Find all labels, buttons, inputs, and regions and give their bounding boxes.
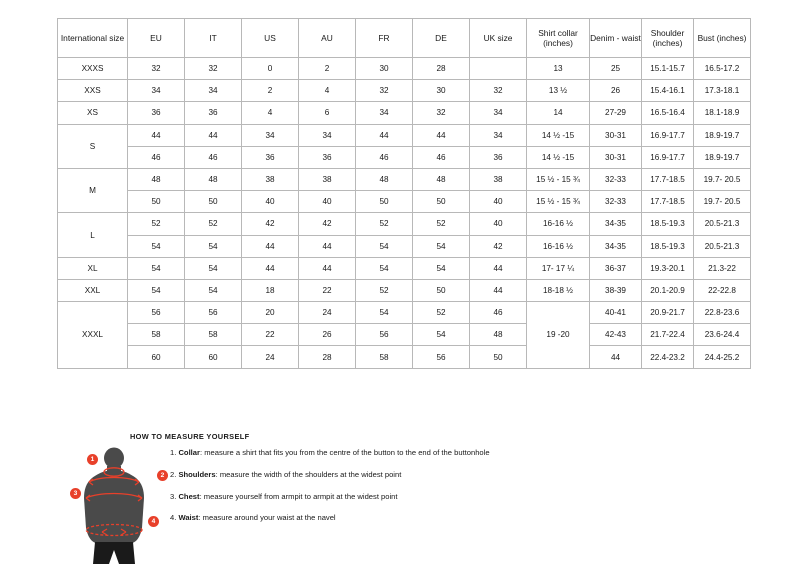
cell-value: 4 — [242, 102, 299, 124]
cell-value: 48 — [413, 168, 470, 190]
cell-value: 56 — [413, 346, 470, 368]
table-row — [58, 213, 751, 235]
cell-value: 44 — [590, 346, 642, 368]
cell-value: 36 — [299, 146, 356, 168]
cell-value: 22 — [242, 324, 299, 346]
cell-value: 40 — [242, 191, 299, 213]
cell-value: 44 — [128, 124, 185, 146]
column-header-uk-size: UK size — [470, 19, 527, 58]
cell-value: 34 — [128, 80, 185, 102]
instruction-item — [170, 513, 650, 523]
cell-international-size: XL — [58, 257, 128, 279]
instruction-item — [170, 492, 650, 502]
cell-value: 32 — [185, 58, 242, 80]
cell-value: 46 — [470, 302, 527, 324]
cell-value: 22 — [299, 279, 356, 301]
cell-value: 34 — [470, 124, 527, 146]
cell-value: 20 — [242, 302, 299, 324]
column-header-us: US — [242, 19, 299, 58]
cell-value: 48 — [128, 168, 185, 190]
cell-value: 14 ½ -15 — [527, 146, 590, 168]
cell-value: 17.7-18.5 — [642, 191, 694, 213]
column-header-au: AU — [299, 19, 356, 58]
cell-value: 54 — [128, 257, 185, 279]
cell-value: 17- 17 ¼ — [527, 257, 590, 279]
instruction-term: Waist — [178, 513, 199, 523]
column-header-shoulder: Shoulder (inches) — [642, 19, 694, 58]
instruction-text: : measure a shirt that fits you from the centre of the button to the end of the buttonhole — [199, 448, 490, 457]
cell-value: 50 — [413, 191, 470, 213]
cell-value: 40 — [299, 191, 356, 213]
column-header-eu: EU — [128, 19, 185, 58]
instruction-text: : measure yourself from armpit to armpit at the widest point — [199, 491, 398, 501]
cell-value: 22-22.8 — [694, 279, 751, 301]
cell-value: 54 — [185, 279, 242, 301]
cell-value: 44 — [299, 235, 356, 257]
cell-value: 14 — [527, 102, 590, 124]
table-body — [58, 58, 751, 369]
cell-value: 30-31 — [590, 124, 642, 146]
table-row — [58, 279, 751, 301]
cell-value: 52 — [185, 213, 242, 235]
cell-value: 34 — [470, 102, 527, 124]
column-header-de: DE — [413, 19, 470, 58]
cell-value: 54 — [413, 235, 470, 257]
table-header — [58, 19, 751, 58]
cell-value: 25 — [590, 58, 642, 80]
cell-value: 50 — [128, 191, 185, 213]
marker-4: 4 — [148, 516, 159, 527]
instruction-term: Chest — [178, 491, 200, 501]
cell-value: 56 — [356, 324, 413, 346]
cell-value: 16-16 ½ — [527, 213, 590, 235]
cell-value: 42 — [470, 235, 527, 257]
cell-value: 24 — [299, 302, 356, 324]
instruction-number: 4. — [170, 513, 179, 523]
cell-value: 56 — [128, 302, 185, 324]
cell-value: 16.9-17.7 — [642, 124, 694, 146]
cell-value: 40-41 — [590, 302, 642, 324]
cell-value: 36 — [242, 146, 299, 168]
cell-value: 60 — [128, 346, 185, 368]
cell-value: 15 ½ - 15 ¾ — [527, 168, 590, 190]
cell-value: 0 — [242, 58, 299, 80]
cell-value: 18.1-18.9 — [694, 102, 751, 124]
torso-illustration-svg — [62, 446, 172, 564]
cell-value: 44 — [242, 235, 299, 257]
cell-value: 32-33 — [590, 191, 642, 213]
cell-value: 38 — [242, 168, 299, 190]
cell-value: 58 — [185, 324, 242, 346]
cell-value: 52 — [356, 279, 413, 301]
table-row — [58, 124, 751, 146]
instruction-term: Collar — [178, 448, 200, 457]
table-row — [58, 80, 751, 102]
cell-value: 19.7- 20.5 — [694, 168, 751, 190]
column-header-international-size: International size — [58, 19, 128, 58]
cell-value: 22.8-23.6 — [694, 302, 751, 324]
torso-diagram — [62, 446, 172, 564]
cell-international-size: L — [58, 213, 128, 257]
cell-value: 54 — [413, 257, 470, 279]
cell-value: 48 — [356, 168, 413, 190]
cell-value: 52 — [413, 302, 470, 324]
cell-value: 34-35 — [590, 235, 642, 257]
cell-value: 21.7-22.4 — [642, 324, 694, 346]
cell-value: 44 — [356, 124, 413, 146]
cell-value: 34 — [185, 80, 242, 102]
table-row — [58, 346, 751, 368]
table-row — [58, 257, 751, 279]
cell-value: 44 — [470, 257, 527, 279]
table-row — [58, 191, 751, 213]
cell-value: 40 — [470, 191, 527, 213]
cell-value: 30 — [356, 58, 413, 80]
cell-value: 6 — [299, 102, 356, 124]
cell-value: 50 — [470, 346, 527, 368]
cell-international-size: XXS — [58, 80, 128, 102]
cell-value: 16.5-17.2 — [694, 58, 751, 80]
cell-value: 44 — [299, 257, 356, 279]
instruction-term: Shoulders — [178, 469, 216, 479]
cell-value: 58 — [128, 324, 185, 346]
cell-value: 44 — [470, 279, 527, 301]
table-row — [58, 168, 751, 190]
cell-value: 42 — [299, 213, 356, 235]
cell-value: 20.5-21.3 — [694, 235, 751, 257]
cell-value: 24 — [242, 346, 299, 368]
cell-value: 38 — [470, 168, 527, 190]
cell-value: 23.6-24.4 — [694, 324, 751, 346]
cell-international-size: XXXL — [58, 302, 128, 369]
column-header-bust: Bust (inches) — [694, 19, 751, 58]
table-row — [58, 102, 751, 124]
cell-value: 26 — [590, 80, 642, 102]
instruction-text: : measure around your waist at the navel — [198, 513, 336, 523]
cell-value: 56 — [185, 302, 242, 324]
cell-value: 30 — [413, 80, 470, 102]
cell-value: 60 — [185, 346, 242, 368]
cell-value: 44 — [242, 257, 299, 279]
cell-value: 18.5-19.3 — [642, 235, 694, 257]
cell-value: 14 ½ -15 — [527, 124, 590, 146]
cell-value: 18 — [242, 279, 299, 301]
table-row — [58, 235, 751, 257]
cell-value: 21.3-22 — [694, 257, 751, 279]
cell-value: 28 — [413, 58, 470, 80]
cell-value: 2 — [299, 58, 356, 80]
cell-value: 42 — [242, 213, 299, 235]
column-header-denim-waist: Denim - waist — [590, 19, 642, 58]
cell-value: 17.3-18.1 — [694, 80, 751, 102]
cell-value: 20.9-21.7 — [642, 302, 694, 324]
cell-value: 22.4-23.2 — [642, 346, 694, 368]
cell-value: 20.1-20.9 — [642, 279, 694, 301]
cell-value: 13 ½ — [527, 80, 590, 102]
cell-value: 48 — [185, 168, 242, 190]
cell-value: 28 — [299, 346, 356, 368]
cell-international-size: S — [58, 124, 128, 168]
cell-value: 18-18 ½ — [527, 279, 590, 301]
cell-international-size: M — [58, 168, 128, 212]
size-chart-table — [57, 18, 751, 369]
cell-value: 36 — [470, 146, 527, 168]
cell-value: 52 — [413, 213, 470, 235]
cell-value: 42-43 — [590, 324, 642, 346]
measure-instructions — [170, 448, 650, 535]
cell-value: 46 — [356, 146, 413, 168]
cell-value: 26 — [299, 324, 356, 346]
cell-value: 34-35 — [590, 213, 642, 235]
cell-value: 54 — [128, 279, 185, 301]
cell-value: 32 — [470, 80, 527, 102]
cell-international-size: XS — [58, 102, 128, 124]
cell-value: 50 — [413, 279, 470, 301]
cell-value: 32 — [356, 80, 413, 102]
cell-value: 15.4-16.1 — [642, 80, 694, 102]
cell-value: 32-33 — [590, 168, 642, 190]
cell-value: 44 — [185, 124, 242, 146]
cell-value: 40 — [470, 213, 527, 235]
cell-value: 54 — [185, 257, 242, 279]
cell-value: 17.7-18.5 — [642, 168, 694, 190]
cell-value: 30-31 — [590, 146, 642, 168]
instruction-text: : measure the width of the shoulders at the widest point — [215, 469, 402, 479]
cell-value: 16.9-17.7 — [642, 146, 694, 168]
instruction-number: 2. — [170, 469, 179, 479]
cell-value: 54 — [356, 257, 413, 279]
column-header-fr: FR — [356, 19, 413, 58]
marker-3: 3 — [70, 488, 81, 499]
cell-value: 46 — [185, 146, 242, 168]
cell-value: 50 — [185, 191, 242, 213]
cell-value: 18.9-19.7 — [694, 146, 751, 168]
cell-value: 50 — [356, 191, 413, 213]
cell-value: 15 ½ - 15 ¾ — [527, 191, 590, 213]
cell-value: 46 — [413, 146, 470, 168]
cell-value: 18.9-19.7 — [694, 124, 751, 146]
cell-value: 15.1-15.7 — [642, 58, 694, 80]
instruction-number: 3. — [170, 491, 179, 501]
instruction-number: 1. — [170, 448, 179, 457]
table-row — [58, 324, 751, 346]
cell-value: 20.5-21.3 — [694, 213, 751, 235]
table-row — [58, 58, 751, 80]
cell-shirt-collar: 19 -20 — [527, 302, 590, 369]
cell-value: 4 — [299, 80, 356, 102]
cell-value: 46 — [128, 146, 185, 168]
cell-value: 34 — [299, 124, 356, 146]
instruction-item — [170, 448, 650, 458]
cell-value: 18.5-19.3 — [642, 213, 694, 235]
cell-value: 19.3-20.1 — [642, 257, 694, 279]
cell-value — [470, 58, 527, 80]
cell-value: 48 — [470, 324, 527, 346]
cell-value: 36-37 — [590, 257, 642, 279]
cell-value: 52 — [356, 213, 413, 235]
column-header-shirt-collar: Shirt collar (inches) — [527, 19, 590, 58]
cell-value: 54 — [356, 302, 413, 324]
cell-value: 54 — [128, 235, 185, 257]
cell-value: 36 — [185, 102, 242, 124]
cell-international-size: XXXS — [58, 58, 128, 80]
cell-value: 2 — [242, 80, 299, 102]
instruction-item — [170, 470, 650, 480]
cell-value: 54 — [356, 235, 413, 257]
column-header-it: IT — [185, 19, 242, 58]
cell-value: 58 — [356, 346, 413, 368]
cell-value: 19.7- 20.5 — [694, 191, 751, 213]
cell-value: 27-29 — [590, 102, 642, 124]
cell-value: 54 — [413, 324, 470, 346]
cell-value: 54 — [185, 235, 242, 257]
table-row — [58, 146, 751, 168]
cell-value: 24.4-25.2 — [694, 346, 751, 368]
cell-value: 36 — [128, 102, 185, 124]
cell-value: 34 — [242, 124, 299, 146]
cell-value: 16-16 ½ — [527, 235, 590, 257]
cell-value: 32 — [128, 58, 185, 80]
cell-value: 16.5-16.4 — [642, 102, 694, 124]
cell-value: 38-39 — [590, 279, 642, 301]
cell-value: 38 — [299, 168, 356, 190]
table-header-row — [58, 19, 751, 58]
cell-value: 32 — [413, 102, 470, 124]
marker-1: 1 — [87, 454, 98, 465]
table-row — [58, 302, 751, 324]
cell-value: 34 — [356, 102, 413, 124]
cell-value: 13 — [527, 58, 590, 80]
cell-value: 52 — [128, 213, 185, 235]
cell-international-size: XXL — [58, 279, 128, 301]
cell-value: 44 — [413, 124, 470, 146]
how-to-measure-title: HOW TO MEASURE YOURSELF — [130, 432, 250, 441]
marker-2: 2 — [157, 470, 168, 481]
